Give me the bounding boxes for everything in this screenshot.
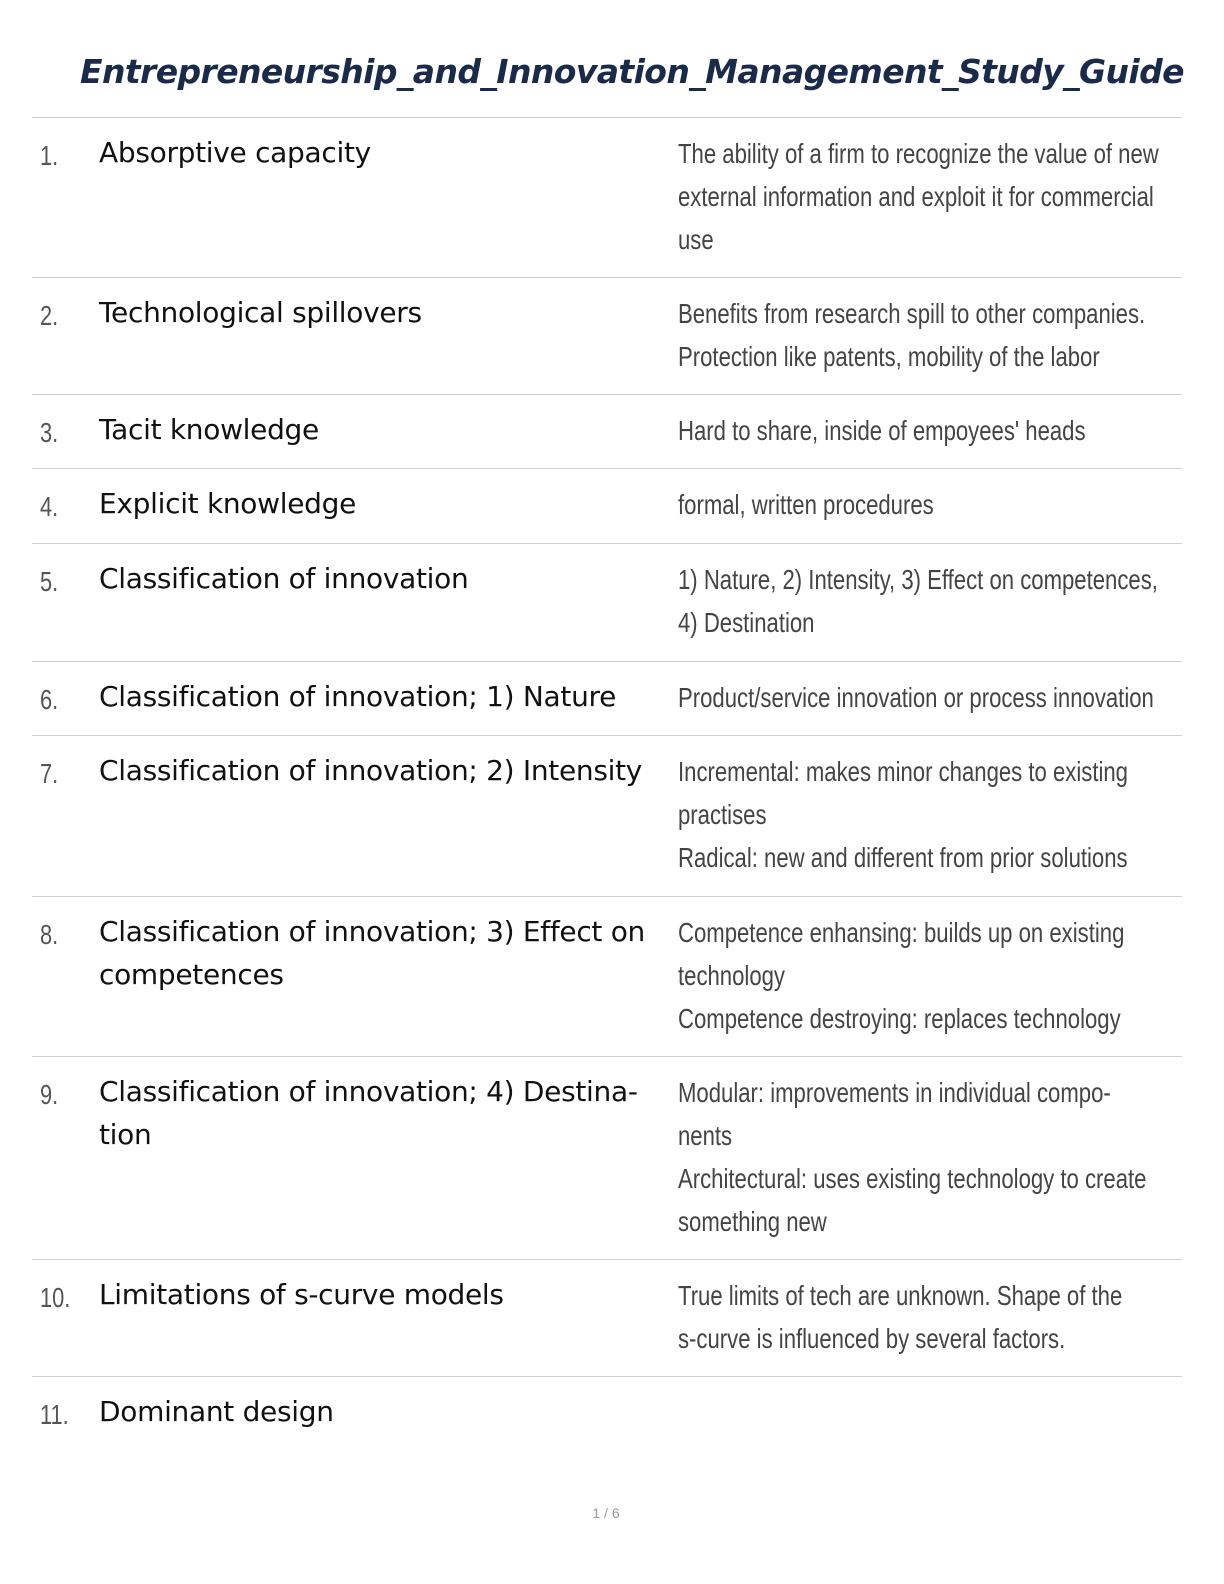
definition-line: formal, written procedures	[678, 489, 934, 520]
definition-line: Benefits from research spill to other companies.	[678, 298, 1146, 329]
item-term: Tacit knowledge	[99, 413, 319, 446]
definition-line: Incremental: makes minor changes to existing	[678, 756, 1128, 787]
definition-line: Architectural: uses existing technology to create	[678, 1163, 1147, 1194]
list-item	[32, 1260, 1182, 1377]
definition-line: practises	[678, 799, 767, 830]
item-definition	[678, 911, 1168, 1040]
definition-line: Competence enhansing: builds up on existing	[678, 917, 1125, 948]
item-number: 11.	[40, 1399, 69, 1430]
item-number: 3.	[40, 417, 59, 448]
definition-line: 4) Destination	[678, 607, 815, 638]
definition-line: Competence destroying: replaces technology	[678, 1003, 1121, 1034]
item-term: Absorptive capacity	[99, 136, 371, 169]
definition-line: external information and exploit it for commercial	[678, 181, 1154, 212]
item-number: 7.	[40, 758, 59, 789]
document-title: Entrepreneurship_and_Innovation_Management_Study_Guide	[80, 52, 1184, 91]
item-term: Classification of innovation; 4) Destina-tion	[99, 1075, 638, 1151]
item-term: Dominant design	[99, 1395, 334, 1428]
definition-line: Hard to share, inside of empoyees' heads	[678, 415, 1086, 446]
item-term: Classification of innovation; 1) Nature	[99, 680, 617, 713]
list-item	[32, 736, 1182, 897]
item-definition	[678, 676, 1168, 719]
item-definition	[678, 132, 1168, 261]
definition-line: something new	[678, 1206, 827, 1237]
item-number: 2.	[40, 300, 59, 331]
list-item	[32, 662, 1182, 736]
page-indicator: 1 / 6	[592, 1505, 620, 1521]
item-term: Classification of innovation; 2) Intensity	[99, 754, 643, 787]
item-definition	[678, 292, 1168, 378]
item-definition	[678, 1274, 1168, 1360]
item-term: Limitations of s-curve models	[99, 1278, 504, 1311]
item-term: Explicit knowledge	[99, 487, 357, 520]
definition-line: technology	[678, 960, 785, 991]
definition-line: The ability of a firm to recognize the value of new	[678, 138, 1159, 169]
definition-line: 1) Nature, 2) Intensity, 3) Effect on competences,	[678, 564, 1158, 595]
list-item	[32, 278, 1182, 395]
item-term: Classification of innovation; 3) Effect on competences	[99, 915, 645, 991]
item-number: 9.	[40, 1079, 59, 1110]
list-item	[32, 544, 1182, 662]
definition-line: Protection like patents, mobility of the labor	[678, 341, 1100, 372]
item-term: Classification of innovation	[99, 562, 469, 595]
definition-line: s-curve is influenced by several factors.	[678, 1323, 1066, 1354]
definition-line: True limits of tech are unknown. Shape of the	[678, 1280, 1123, 1311]
item-definition	[678, 483, 1168, 526]
study-guide-list	[32, 118, 1182, 1457]
item-number: 10.	[40, 1282, 71, 1313]
definition-line: use	[678, 224, 714, 255]
item-definition	[678, 558, 1168, 644]
item-number: 6.	[40, 684, 59, 715]
definition-line: Modular: improvements in individual compo-	[678, 1077, 1111, 1108]
list-item	[32, 395, 1182, 469]
item-number: 8.	[40, 919, 59, 950]
list-item	[32, 1057, 1182, 1260]
item-number: 5.	[40, 566, 59, 597]
definition-line: Product/service innovation or process innovation	[678, 682, 1154, 713]
list-item	[32, 118, 1182, 278]
item-definition	[678, 750, 1168, 879]
list-item	[32, 1377, 1182, 1457]
item-definition	[678, 1071, 1168, 1243]
item-definition	[678, 409, 1168, 452]
definition-line: nents	[678, 1120, 733, 1151]
item-term: Technological spillovers	[99, 296, 422, 329]
item-number: 4.	[40, 491, 59, 522]
list-item	[32, 469, 1182, 544]
list-item	[32, 897, 1182, 1057]
item-number: 1.	[40, 140, 59, 171]
definition-line: Radical: new and different from prior solutions	[678, 842, 1128, 873]
